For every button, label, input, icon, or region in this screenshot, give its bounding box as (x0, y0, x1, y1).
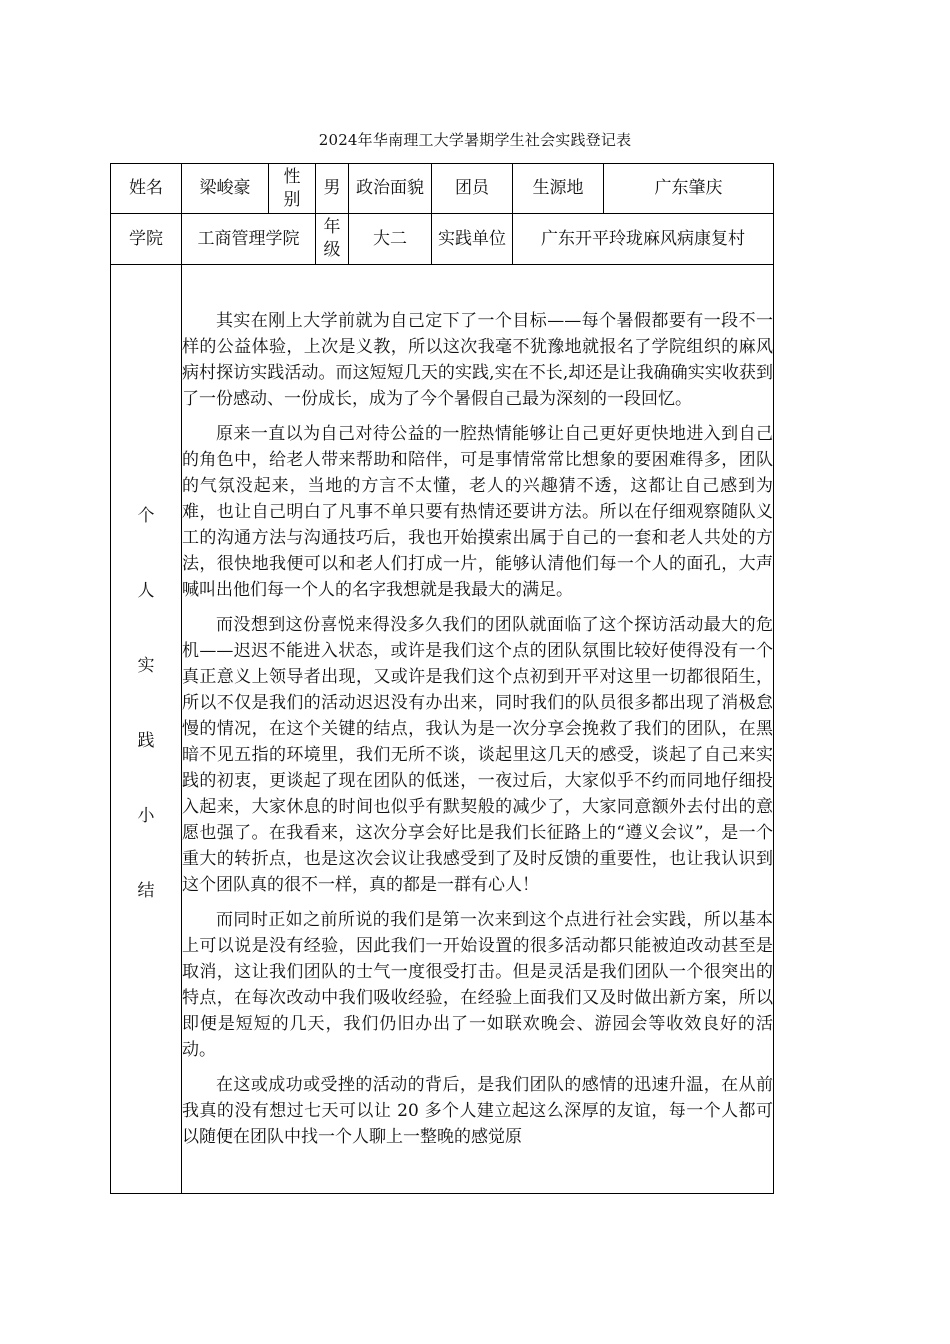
summary-paragraph: 而没想到这份喜悦来得没多久我们的团队就面临了这个探访活动最大的危机——迟迟不能进入状态，或许是我们这个点的团队氛围比较好使得没有一个真正意义上领导者出现，又或许是我们这个点初到开平对这里一切都很陌生，所以不仅是我们的活动迟迟没有办出来，同时我们的队员很多都出现了消极怠慢的情况，在这个关键的结点，我认为是一次分享会挽救了我们的团队，在黑暗不见五指的环境里，我们无所不谈，谈起里这几天的感受，谈起了自己来实践的初衷，更谈起了现在团队的低迷，一夜过后，大家似乎不约而同地仔细投入起来，大家休息的时间也似乎有默契般的减少了，大家同意额外去付出的意愿也强了。在我看来，这次分享会好比是我们长征路上的“遵义会议”，是一个重大的转折点，也是这次会议让我感受到了及时反馈的重要性，也让我认识到这个团队真的很不一样，真的都是一群有心人！ (182, 615, 773, 895)
grade-value: 大二 (349, 214, 432, 265)
summary-body (182, 265, 774, 1194)
origin-label: 生源地 (513, 164, 604, 214)
page-title: 2024年华南理工大学暑期学生社会实践登记表 (318, 131, 632, 149)
side-char: 实 (137, 656, 155, 676)
form-row-basic (111, 164, 774, 214)
summary-paragraph: 而同时正如之前所说的我们是第一次来到这个点进行社会实践，所以基本上可以说是没有经验，因此我们一开始设置的很多活动都只能被迫改动甚至是取消，这让我们团队的士气一度很受打击。但是灵活是我们团队一个很突出的特点，在每次改动中我们吸收经验，在经验上面我们又及时做出新方案，所以即便是短短的几天，我们仍旧办出了一如联欢晚会、游园会等收效良好的活动。 (182, 910, 773, 1060)
grade-label: 年级 (316, 214, 349, 265)
summary-side-label (111, 265, 182, 1194)
form-row-summary (111, 265, 774, 1194)
college-label: 学院 (111, 214, 182, 265)
name-value: 梁峻豪 (182, 164, 269, 214)
unit-label: 实践单位 (432, 214, 513, 265)
side-char: 小 (137, 806, 155, 826)
summary-paragraph: 原来一直以为自己对待公益的一腔热情能够让自己更好更快地进入到自己的角色中，给老人带来帮助和陪伴，可是事情常常比想象的要困难得多，团队的气氛没起来，当地的方言不太懂，老人的兴趣猜不透，这都让自己感到为难，也让自己明白了凡事不单只要有热情还要讲方法。所以在仔细观察随队义工的沟通方法与沟通技巧后，我也开始摸索出属于自己的一套和老人共处的方法，很快地我便可以和老人们打成一片，能够认清他们每一个人的面孔，大声喊叫出他们每一个人的名字我想就是我最大的满足。 (182, 424, 773, 600)
political-value: 团员 (432, 164, 513, 214)
gender-value: 男 (316, 164, 349, 214)
summary-paragraph: 在这或成功或受挫的活动的背后，是我们团队的感情的迅速升温，在从前我真的没有想过七天可以让 20 多个人建立起这么深厚的友谊，每一个人都可以随便在团队中找一个人聊上一整晚的感觉原 (182, 1075, 773, 1147)
summary-paragraph: 其实在刚上大学前就为自己定下了一个目标——每个暑假都要有一段不一样的公益体验，上次是义教，所以这次我毫不犹豫地就报名了学院组织的麻风病村探访实践活动。而这短短几天的实践,实在不长,却还是让我确确实实收获到了一份感动、一份成长，成为了今个暑假自己最为深刻的一段回忆。 (182, 311, 773, 409)
political-label: 政治面貌 (349, 164, 432, 214)
gender-label: 性别 (269, 164, 316, 214)
form-row-school (111, 214, 774, 265)
side-char: 结 (137, 881, 155, 901)
origin-value: 广东肇庆 (604, 164, 774, 214)
side-char: 践 (137, 731, 155, 751)
side-char: 人 (137, 581, 155, 601)
name-label: 姓名 (111, 164, 182, 214)
registration-form (110, 163, 774, 1194)
unit-value: 广东开平玲珑麻风病康复村 (513, 214, 774, 265)
side-char: 个 (137, 506, 155, 526)
college-value: 工商管理学院 (182, 214, 316, 265)
